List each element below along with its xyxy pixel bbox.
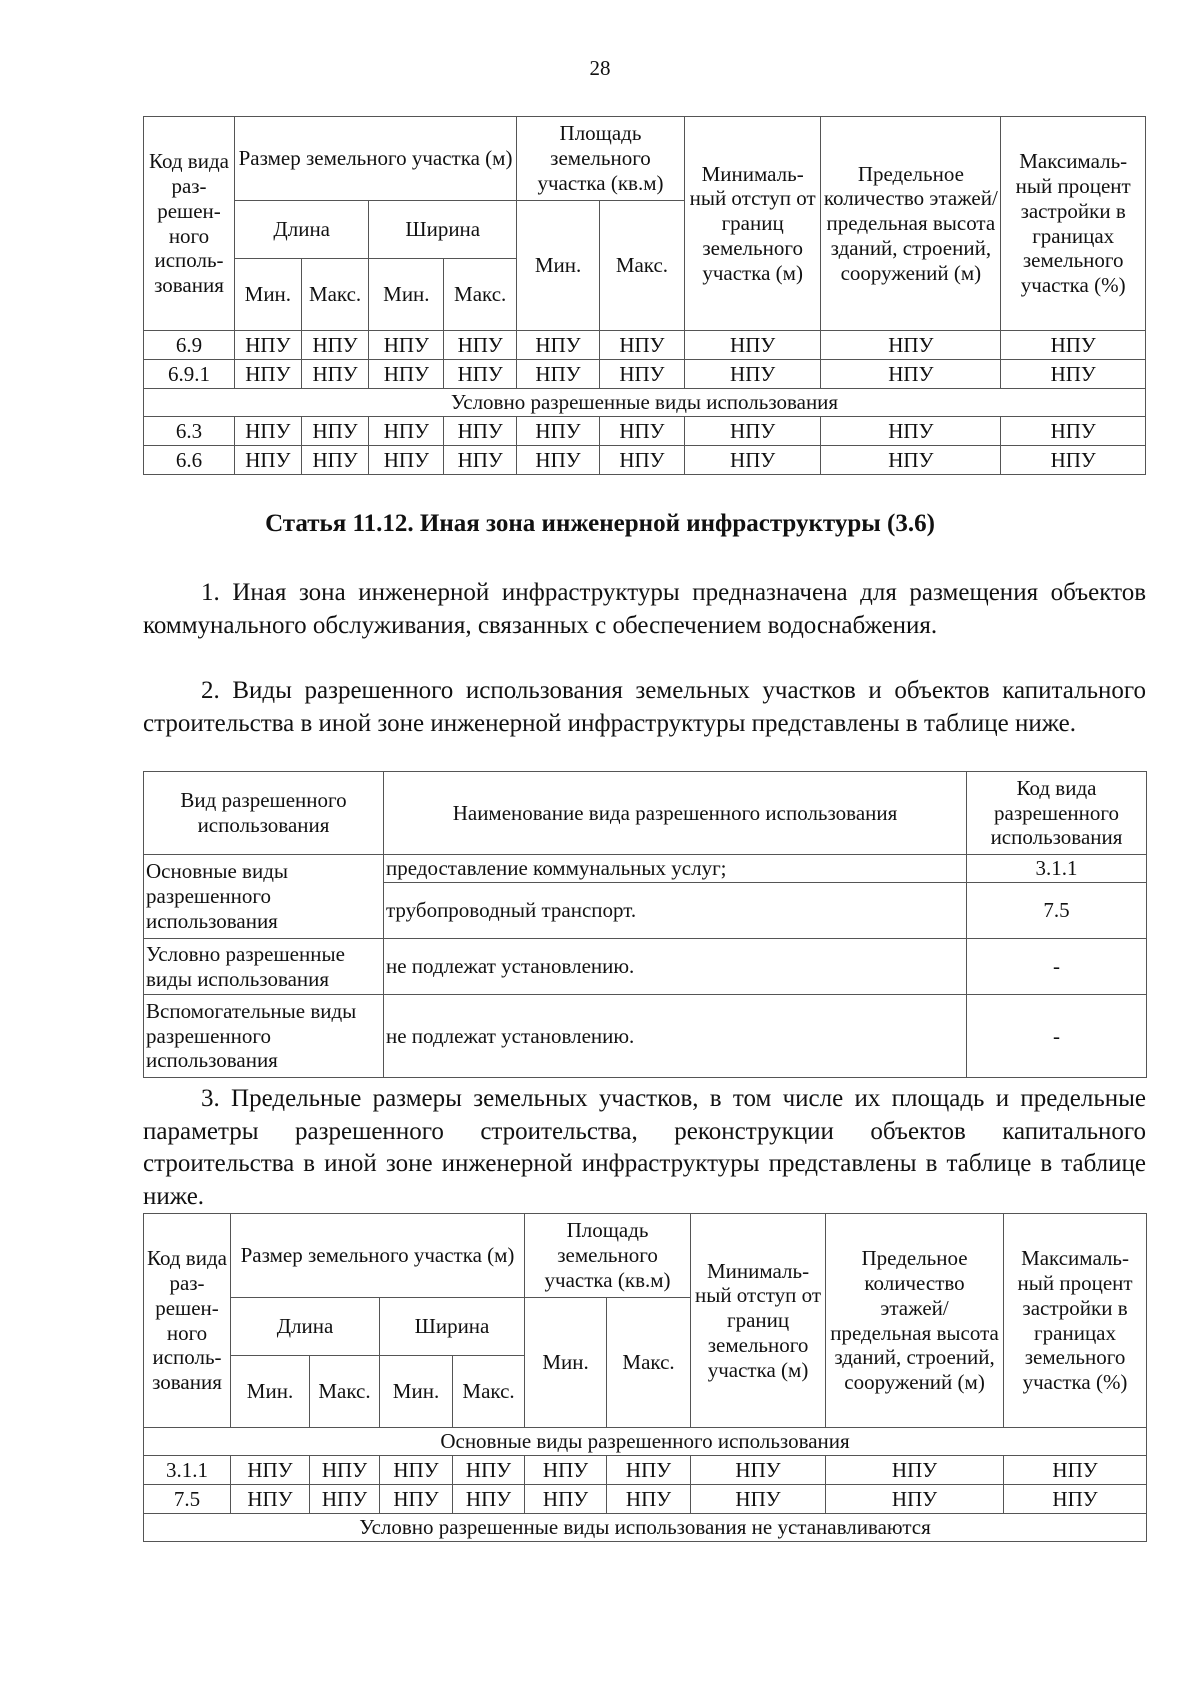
cell: НПУ [310,1456,380,1485]
header-area: Площадь земельного участка (кв.м) [517,117,685,201]
header-area: Площадь земельного участка (кв.м) [525,1214,691,1298]
cell: НПУ [525,1456,607,1485]
cell: НПУ [826,1456,1004,1485]
header-width-max: Макс. [453,1356,525,1428]
header-area-min: Мин. [525,1298,607,1428]
cell: НПУ [607,1485,691,1514]
cell: НПУ [517,331,600,360]
header-area-min: Мин. [517,201,600,331]
table-row [144,1456,1147,1485]
use-code: 3.1.1 [967,855,1147,883]
auxiliary-uses-name: не подлежат установлению. [384,995,967,1078]
cell: НПУ [301,331,369,360]
cell: НПУ [231,1456,310,1485]
cell: НПУ [691,1485,826,1514]
header-length-min: Мин. [234,259,301,331]
cell: НПУ [1004,1485,1147,1514]
header-code: Код вида раз-решен-ного исполь-зования [144,117,235,331]
cell: НПУ [684,360,820,389]
cell: НПУ [231,1485,310,1514]
conditional-uses-code: - [967,939,1147,995]
cell: НПУ [453,1485,525,1514]
header-length: Длина [234,201,368,259]
row-code: 6.3 [144,417,235,446]
header-coverage: Максималь-ный процент застройки в границах земельного участка (%) [1001,117,1146,331]
header-length-min: Мин. [231,1356,310,1428]
cell: НПУ [821,360,1001,389]
header-width: Ширина [380,1298,525,1356]
cell: НПУ [517,446,600,475]
header-length-max: Макс. [301,259,369,331]
row-code: 6.9 [144,331,235,360]
auxiliary-uses-label: Вспомогательные виды разрешенного использования [144,995,384,1078]
section-conditional: Условно разрешенные виды использования [144,389,1146,417]
row-code: 3.1.1 [144,1456,231,1485]
main-uses-label: Основные виды разрешенного использования [144,855,384,939]
conditional-uses-name: не подлежат установлению. [384,939,967,995]
header-floors: Предельное количество этажей/ предельная высота зданий, строений, сооружений (м) [821,117,1001,331]
cell: НПУ [380,1456,453,1485]
header-use-name: Наименование вида разрешенного использования [384,772,967,855]
cell: НПУ [684,417,820,446]
cell: НПУ [369,417,444,446]
cell: НПУ [444,446,517,475]
header-setback: Минималь-ный отступ от границ земельного участка (м) [684,117,820,331]
cell: НПУ [826,1485,1004,1514]
header-width-min: Мин. [380,1356,453,1428]
use-name: предоставление коммунальных услуг; [384,855,967,883]
table-row [144,331,1146,360]
cell: НПУ [234,360,301,389]
header-setback: Минималь-ный отступ от границ земельного участка (м) [691,1214,826,1428]
row-code: 6.6 [144,446,235,475]
cell: НПУ [684,331,820,360]
header-coverage: Максималь-ный процент застройки в границах земельного участка (%) [1004,1214,1147,1428]
cell: НПУ [599,360,684,389]
cell: НПУ [234,417,301,446]
paragraph-3: 3. Предельные размеры земельных участков, в том числе их площадь и предельные параметры разрешенного строительства, реконструкции объектов капитального строительства в иной зоне инженерной инфраструктуры представлены в таблице в таблице ниже. [143,1085,1146,1210]
cell: НПУ [444,417,517,446]
parameters-table-continued [143,116,1146,475]
header-code: Код вида раз-решен-ного исполь-зования [144,1214,231,1428]
cell: НПУ [301,446,369,475]
cell: НПУ [369,446,444,475]
header-width: Ширина [369,201,517,259]
permitted-use-table [143,771,1147,1078]
cell: НПУ [1004,1456,1147,1485]
header-width-max: Макс. [444,259,517,331]
cell: НПУ [380,1485,453,1514]
table-row [144,417,1146,446]
table-row [144,446,1146,475]
use-code: 7.5 [967,883,1147,939]
cell: НПУ [1001,446,1146,475]
parameters-table [143,1213,1147,1542]
cell: НПУ [599,331,684,360]
row-code: 6.9.1 [144,360,235,389]
header-width-min: Мин. [369,259,444,331]
header-area-max: Макс. [607,1298,691,1428]
cell: НПУ [1001,417,1146,446]
cell: НПУ [821,417,1001,446]
header-use-type: Вид разрешенного использования [144,772,384,855]
cell: НПУ [1001,331,1146,360]
table-row [144,1485,1147,1514]
paragraph-2: 2. Виды разрешенного использования земельных участков и объектов капитального строительства в иной зоне инженерной инфраструктуры представлены в таблице ниже. [143,677,1146,737]
table-row [144,360,1146,389]
cell: НПУ [1001,360,1146,389]
header-size: Размер земельного участка (м) [231,1214,525,1298]
cell: НПУ [369,331,444,360]
cell: НПУ [444,360,517,389]
cell: НПУ [684,446,820,475]
cell: НПУ [234,331,301,360]
header-floors: Предельное количество этажей/ предельная высота зданий, строений, сооружений (м) [826,1214,1004,1428]
cell: НПУ [301,360,369,389]
use-name: трубопроводный транспорт. [384,883,967,939]
cell: НПУ [821,331,1001,360]
row-code: 7.5 [144,1485,231,1514]
cell: НПУ [444,331,517,360]
header-length-max: Макс. [310,1356,380,1428]
cell: НПУ [607,1456,691,1485]
cell: НПУ [525,1485,607,1514]
cell: НПУ [517,417,600,446]
cell: НПУ [301,417,369,446]
cell: НПУ [821,446,1001,475]
article-heading: Статья 11.12. Иная зона инженерной инфраструктуры (3.6) [265,510,935,537]
auxiliary-uses-code: - [967,995,1147,1078]
page-number: 28 [589,56,611,80]
cell: НПУ [310,1485,380,1514]
cell: НПУ [234,446,301,475]
section-main: Основные виды разрешенного использования [144,1428,1147,1456]
cell: НПУ [599,446,684,475]
header-use-code: Код вида разрешенного использования [967,772,1147,855]
table-footer-note: Условно разрешенные виды использования не устанавливаются [144,1514,1147,1542]
header-length: Длина [231,1298,380,1356]
cell: НПУ [517,360,600,389]
cell: НПУ [691,1456,826,1485]
header-size: Размер земельного участка (м) [234,117,516,201]
header-area-max: Макс. [599,201,684,331]
conditional-uses-label: Условно разрешенные виды использования [144,939,384,995]
paragraph-1: 1. Иная зона инженерной инфраструктуры предназначена для размещения объектов коммунального обслуживания, связанных с обеспечением водоснабжения. [143,579,1146,639]
cell: НПУ [453,1456,525,1485]
cell: НПУ [369,360,444,389]
cell: НПУ [599,417,684,446]
